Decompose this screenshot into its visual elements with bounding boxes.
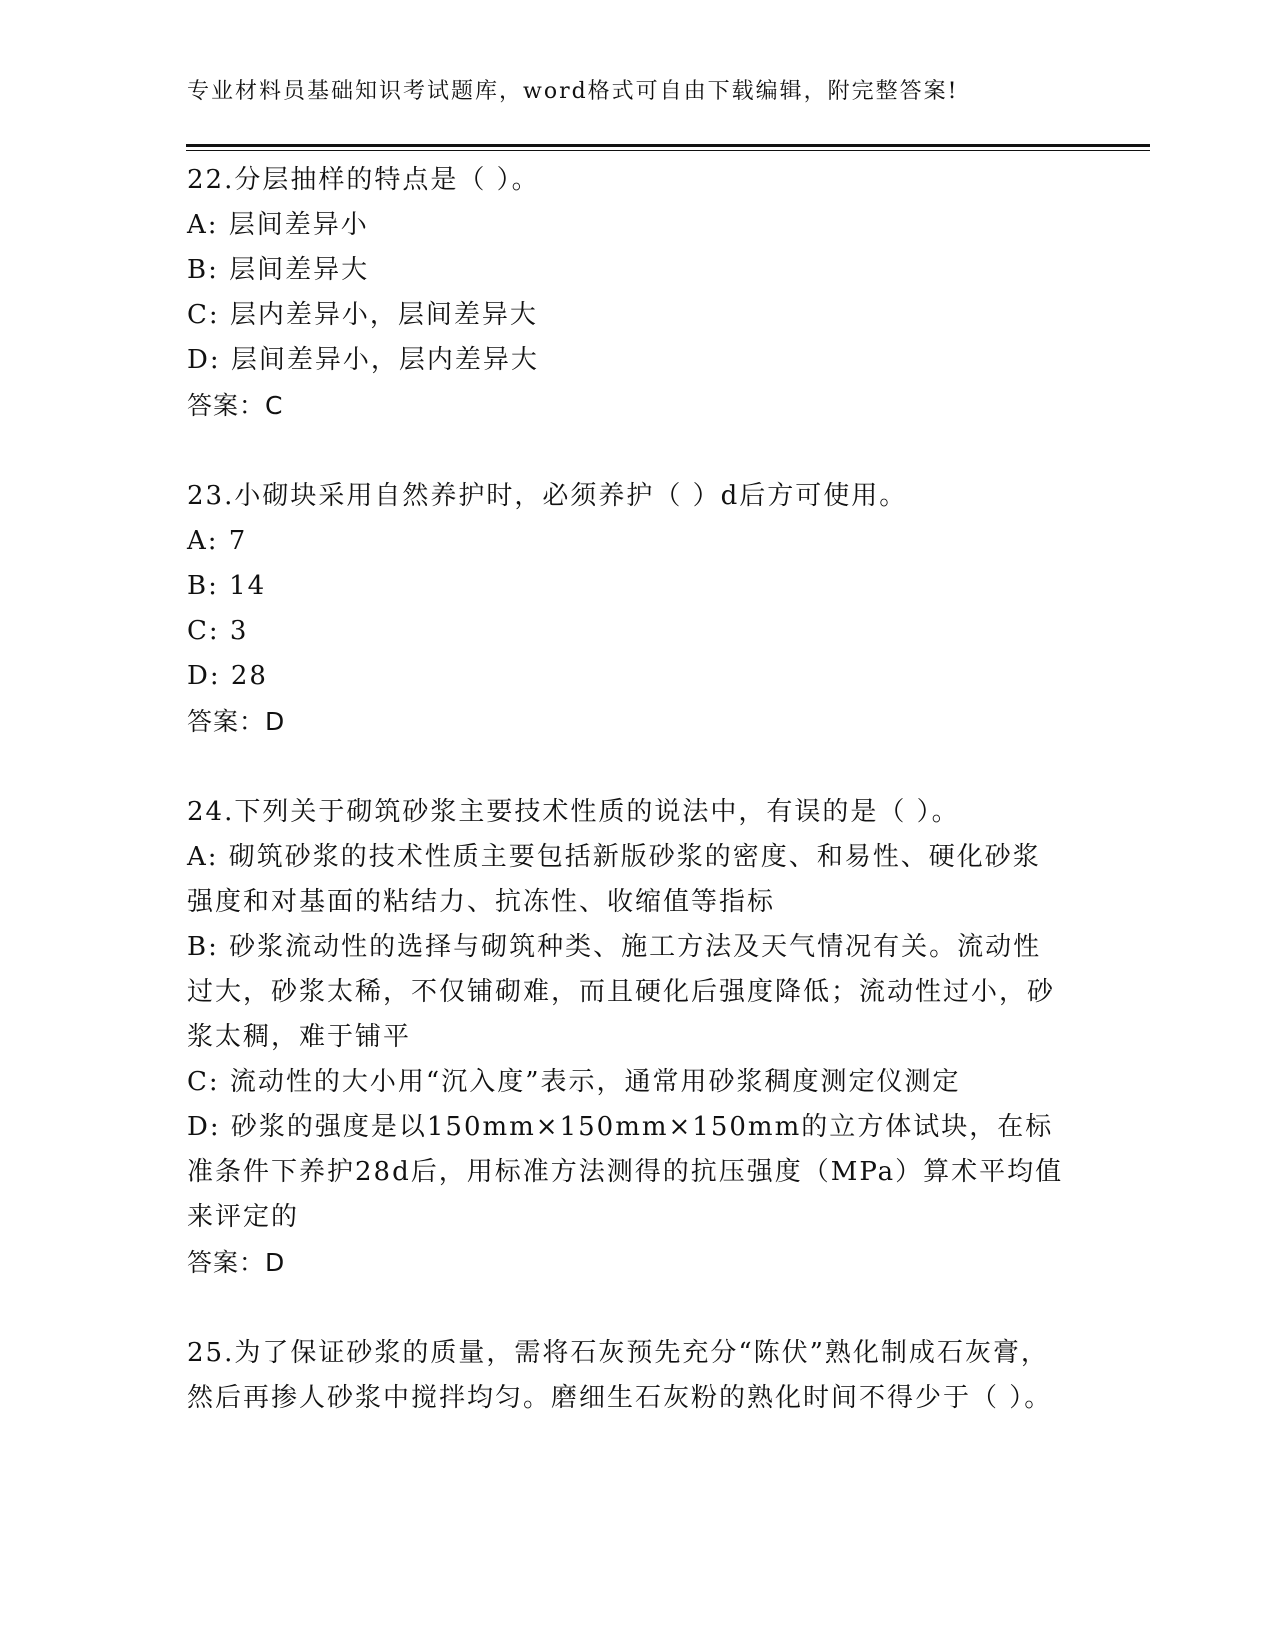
answer: 答案：D bbox=[187, 707, 286, 736]
option-a: A: 砌筑砂浆的技术性质主要包括新版砂浆的密度、和易性、硬化砂浆强度和对基面的粘结力、抗冻性、收缩值等指标 bbox=[187, 842, 1041, 917]
header-rule-thin bbox=[186, 150, 1150, 151]
question-stem: 25.为了保证砂浆的质量，需将石灰预先充分“陈伏”熟化制成石灰膏，然后再掺人砂浆中搅拌均匀。磨细生石灰粉的熟化时间不得少于（ ）。 bbox=[187, 1338, 1053, 1413]
option-d: D: 28 bbox=[187, 661, 268, 691]
option-b: B: 层间差异大 bbox=[187, 255, 370, 285]
option-b: B: 14 bbox=[187, 571, 267, 601]
answer: 答案：D bbox=[187, 1248, 286, 1277]
question-24 bbox=[187, 790, 1067, 1285]
option-a: A: 层间差异小 bbox=[187, 210, 369, 240]
option-b: B: 砂浆流动性的选择与砌筑种类、施工方法及天气情况有关。流动性过大，砂浆太稀，不仅铺砌难，而且硬化后强度降低；流动性过小，砂浆太稠，难于铺平 bbox=[187, 932, 1056, 1052]
question-23 bbox=[187, 474, 1067, 744]
option-a: A: 7 bbox=[187, 526, 248, 556]
option-d: D: 砂浆的强度是以150mm×150mm×150mm的立方体试块，在标准条件下养护28d后，用标准方法测得的抗压强度（MPa）算术平均值来评定的 bbox=[187, 1112, 1064, 1232]
question-stem: 24.下列关于砌筑砂浆主要技术性质的说法中，有误的是（ ）。 bbox=[187, 797, 960, 827]
question-25 bbox=[187, 1331, 1067, 1421]
question-stem: 23.小砌块采用自然养护时，必须养护（ ）d后方可使用。 bbox=[187, 481, 908, 511]
header-rule-thick bbox=[186, 144, 1150, 147]
option-c: C: 层内差异小，层间差异大 bbox=[187, 300, 538, 330]
page-header: 专业材料员基础知识考试题库，word格式可自由下载编辑，附完整答案! bbox=[187, 79, 959, 104]
option-c: C: 流动性的大小用“沉入度”表示，通常用砂浆稠度测定仪测定 bbox=[187, 1067, 961, 1097]
answer: 答案：C bbox=[187, 391, 284, 420]
question-stem: 22.分层抽样的特点是（ ）。 bbox=[187, 165, 540, 195]
option-d: D: 层间差异小，层内差异大 bbox=[187, 345, 539, 375]
option-c: C: 3 bbox=[187, 616, 249, 646]
question-22 bbox=[187, 158, 1067, 428]
question-list bbox=[187, 158, 1067, 1421]
